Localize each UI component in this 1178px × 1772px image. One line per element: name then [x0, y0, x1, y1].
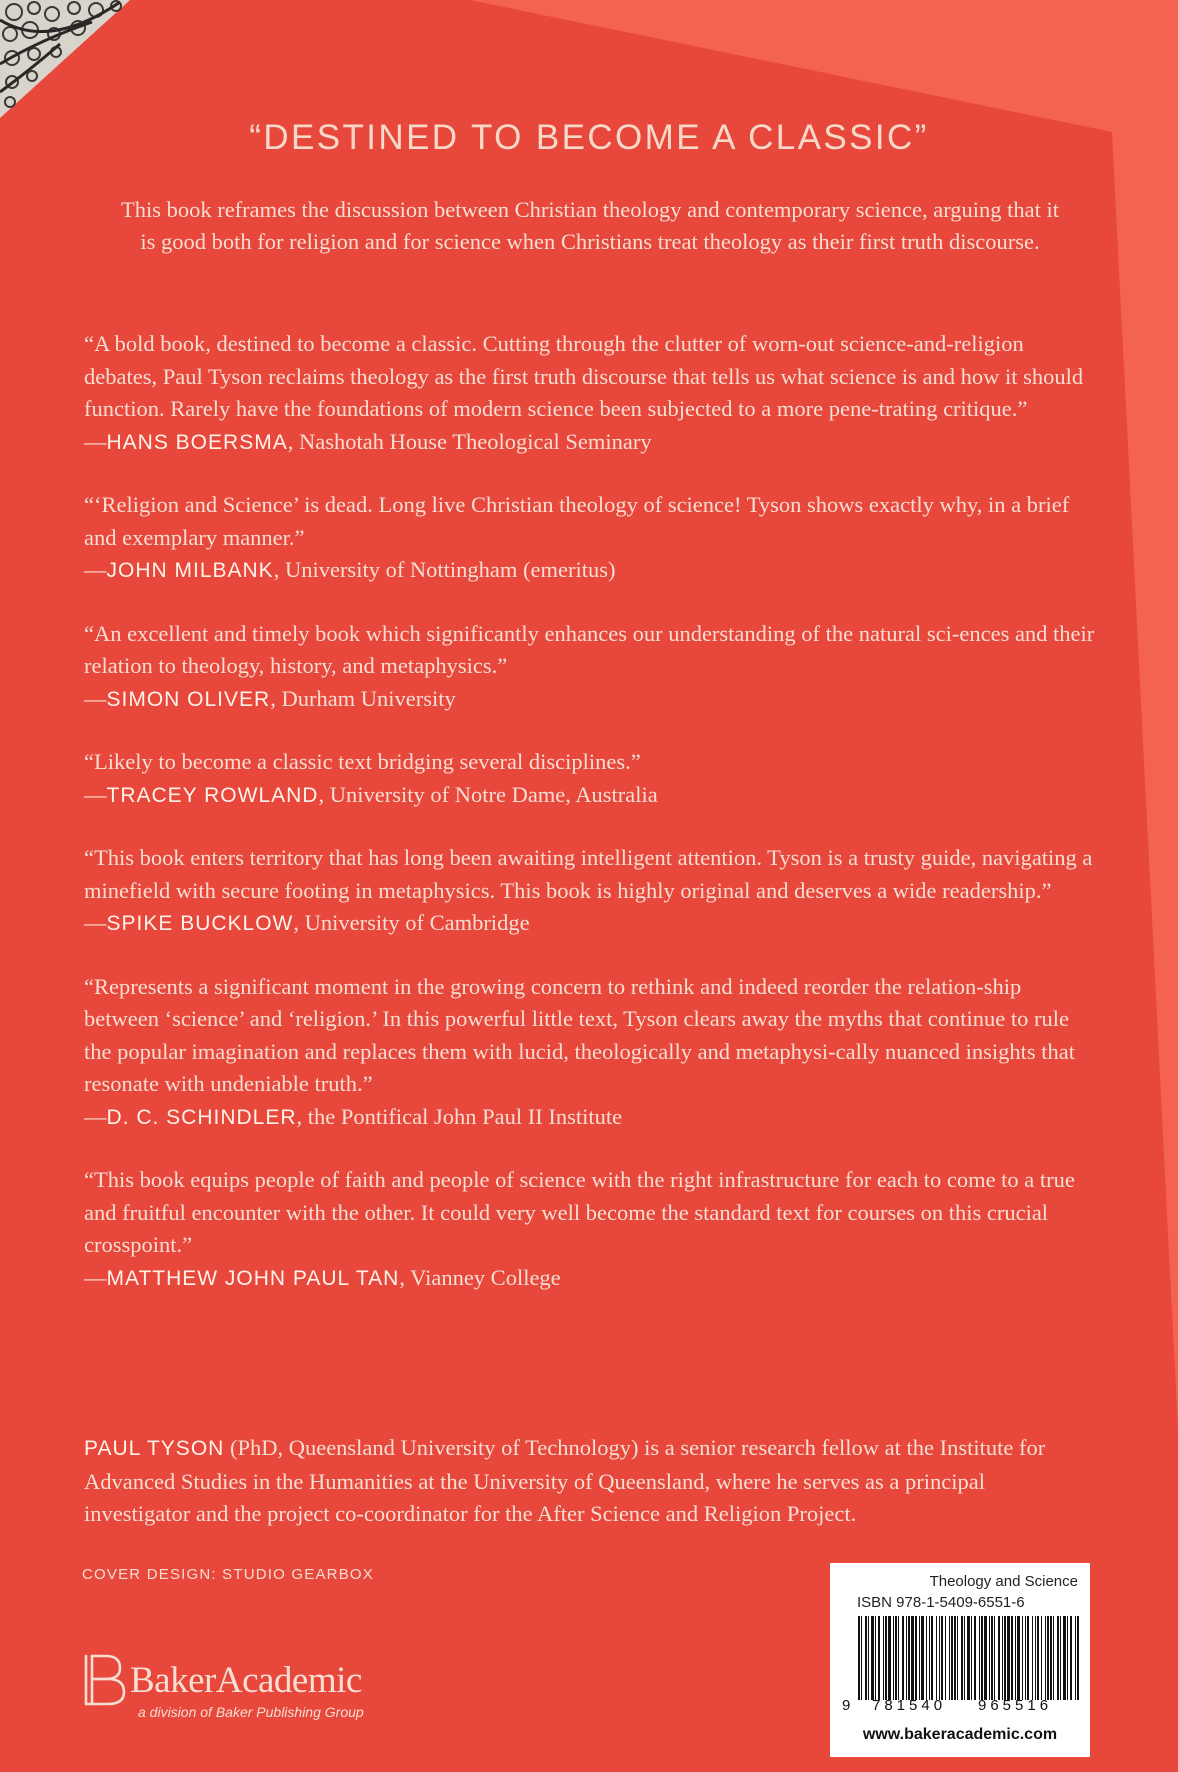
- barcode-bar: [875, 1616, 876, 1700]
- endorsement-quote: “‘Religion and Science’ is dead. Long live Christian theology of science! Tyson shows exactly why, in a brief and exemplary manner.”: [84, 492, 1070, 550]
- barcode-bar: [871, 1616, 874, 1700]
- barcode-bar: [1050, 1616, 1052, 1700]
- attribution-dash: —: [84, 910, 107, 935]
- barcode-bar: [1011, 1616, 1013, 1700]
- barcode-label: [830, 1563, 1090, 1757]
- barcode-bar: [974, 1616, 976, 1700]
- barcode-bar: [936, 1616, 937, 1700]
- barcode-bar: [967, 1616, 970, 1700]
- barcode-bar: [915, 1616, 917, 1700]
- endorser-affiliation: , Vianney College: [399, 1264, 561, 1290]
- barcode-bar: [957, 1616, 958, 1700]
- barcode-bar: [971, 1616, 972, 1700]
- endorsement-attribution: [84, 683, 1096, 717]
- barcode-bar: [908, 1616, 910, 1700]
- publisher-logo: [80, 1652, 364, 1720]
- barcode-bar: [1004, 1616, 1006, 1700]
- barcode-bar: [898, 1616, 899, 1700]
- endorsement-quote: “This book enters territory that has long been awaiting intelligent attention. Tyson is a trusty guide, navigating a minefield with secure footing in metaphysics. This book is highly original and deserves a wide readership.”: [84, 845, 1093, 903]
- barcode-bar: [1022, 1616, 1023, 1700]
- endorser-affiliation: , University of Notre Dame, Australia: [318, 781, 658, 807]
- cover-design-credit: COVER DESIGN: STUDIO GEARBOX: [82, 1566, 374, 1583]
- barcode-bar: [1053, 1616, 1054, 1700]
- barcode-bar: [1035, 1616, 1036, 1700]
- author-name: PAUL TYSON: [84, 1437, 225, 1460]
- barcode-bar: [1032, 1616, 1033, 1700]
- endorsement: [84, 489, 1096, 588]
- barcode-bar: [1075, 1616, 1076, 1700]
- attribution-dash: —: [84, 685, 107, 711]
- barcode-bar: [1017, 1616, 1020, 1700]
- barcode-bar: [981, 1616, 983, 1700]
- endorsement: [84, 1164, 1096, 1295]
- endorsement-quote: “This book equips people of faith and people of science with the right infrastructure for each to come to a true and fruitful encounter with the other. It could very well become the standard text for courses on this crucial crosspoint.”: [84, 1167, 1075, 1257]
- barcode-bar: [893, 1616, 894, 1700]
- headline: “DESTINED TO BECOME A CLASSIC”: [249, 118, 929, 157]
- barcode-bar: [931, 1616, 933, 1700]
- endorsement-attribution: [84, 554, 1096, 588]
- endorsement-attribution: [84, 1262, 1096, 1296]
- barcode-bar: [868, 1616, 869, 1700]
- barcode-bar: [941, 1616, 943, 1700]
- attribution-dash: —: [84, 781, 107, 807]
- barcode-bar: [939, 1616, 940, 1700]
- isbn-number: ISBN 978-1-5409-6551-6: [857, 1594, 1025, 1611]
- barcode-bar: [883, 1616, 884, 1700]
- publisher-website: www.bakeracademic.com: [862, 1726, 1058, 1743]
- barcode-bar: [885, 1616, 887, 1700]
- barcode-bar: [994, 1616, 995, 1700]
- barcode-bar: [1077, 1616, 1079, 1700]
- barcode-bar: [1067, 1616, 1068, 1700]
- baker-b-logo-icon: [80, 1652, 126, 1708]
- author-bio: [84, 1432, 1096, 1531]
- endorser-affiliation: , the Pontifical John Paul II Institute: [296, 1103, 623, 1129]
- endorser-name: SPIKE BUCKLOW: [106, 912, 294, 935]
- barcode-digit-group-left: 781540: [872, 1697, 947, 1714]
- barcode-bar: [1002, 1616, 1003, 1700]
- barcode-bar: [991, 1616, 993, 1700]
- barcode-bar: [951, 1616, 953, 1700]
- barcode-bar: [1037, 1616, 1039, 1700]
- barcode-bar: [984, 1616, 987, 1700]
- endorser-name: D. C. SCHINDLER: [106, 1105, 297, 1129]
- barcode-bar: [865, 1616, 867, 1700]
- barcode-bar: [1063, 1616, 1066, 1700]
- publisher-name: BakerAcademic: [130, 1659, 362, 1701]
- endorsement: [84, 746, 1096, 812]
- barcode-bar: [998, 1616, 1000, 1700]
- endorsement-attribution: [84, 426, 1096, 460]
- barcode-bar: [1025, 1616, 1026, 1700]
- barcode-bar: [858, 1616, 860, 1700]
- publisher-tagline: a division of Baker Publishing Group: [138, 1704, 364, 1720]
- barcode-category: Theology and Science: [929, 1573, 1078, 1590]
- endorsement-attribution: [84, 779, 1096, 813]
- engraving-corner-image: [0, 0, 130, 130]
- barcode-bar: [926, 1616, 927, 1700]
- endorsement: [84, 618, 1096, 717]
- barcode-bar: [906, 1616, 907, 1700]
- barcode-bar: [929, 1616, 930, 1700]
- endorser-name: HANS BOERSMA: [106, 430, 288, 454]
- barcode-bar: [954, 1616, 956, 1700]
- barcode-bar: [989, 1616, 990, 1700]
- barcode-bar: [895, 1616, 897, 1700]
- barcode-digit-lead: 9: [842, 1697, 851, 1714]
- barcode-digits: [842, 1697, 1082, 1719]
- barcode-bar: [1047, 1616, 1049, 1700]
- endorsement-quote: “An excellent and timely book which significantly enhances our understanding of the natural sci-ences and their relation to theology, history, and metaphysics.”: [84, 620, 1095, 678]
- barcode-bar: [961, 1616, 963, 1700]
- barcode-bar: [945, 1616, 946, 1700]
- intro-text: This book reframes the discussion between Christian theology and contemporary science, arguing that it is good both for religion and for science when Christians treat theology as their first truth discourse.: [120, 197, 1060, 254]
- endorsement: [84, 842, 1096, 941]
- barcode-bar: [964, 1616, 965, 1700]
- endorsement-quote: “Likely to become a classic text bridging several disciplines.”: [84, 749, 641, 774]
- author-bio-text: (PhD, Queensland University of Technology) is a senior research fellow at the Institute for Advanced Studies in the Humanities at the University of Queensland, where he serves as a principal investigator and the project co-coordinator for the After Science and Religion Project.: [84, 1435, 1046, 1526]
- barcode-bar: [919, 1616, 920, 1700]
- attribution-dash: —: [84, 557, 107, 582]
- endorsement: [84, 971, 1096, 1135]
- barcode-bar: [979, 1616, 980, 1700]
- barcode-bar: [1027, 1616, 1029, 1700]
- barcode-digit-group-right: 965516: [978, 1697, 1053, 1714]
- endorsements: [84, 328, 1096, 1325]
- endorser-name: TRACEY ROWLAND: [106, 783, 319, 807]
- barcode-bar: [1045, 1616, 1046, 1700]
- endorser-name: SIMON OLIVER: [106, 687, 271, 711]
- endorsement-quote: “A bold book, destined to become a classic. Cutting through the clutter of worn-out science-and-religion debates, Paul Tyson reclaims theology as the first truth discourse that tells us what science is and how it should function. Rarely have the foundations of modern science been subjected to a more pene-trating critique.”: [84, 331, 1084, 421]
- attribution-dash: —: [84, 1264, 107, 1290]
- endorser-name: MATTHEW JOHN PAUL TAN: [106, 1266, 400, 1290]
- barcode-bars: [858, 1616, 1080, 1700]
- barcode-bar: [1057, 1616, 1059, 1700]
- attribution-dash: —: [84, 1103, 107, 1129]
- barcode-bar: [902, 1616, 904, 1700]
- barcode-bar: [1060, 1616, 1061, 1700]
- endorser-affiliation: , Nashotah House Theological Seminary: [287, 428, 652, 454]
- publisher-row: [80, 1652, 364, 1708]
- barcode-bar: [911, 1616, 914, 1700]
- endorser-affiliation: , University of Cambridge: [293, 910, 530, 935]
- endorsement-attribution: [84, 907, 1096, 941]
- barcode-bar: [1070, 1616, 1072, 1700]
- endorsement: [84, 328, 1096, 459]
- endorsement-attribution: [84, 1101, 1096, 1135]
- endorsement-quote: “Represents a significant moment in the growing concern to rethink and indeed reorder the relation-ship between ‘science’ and ‘religion.’ In this powerful little text, Tyson clears away the myths that continue to rule the popular imagination and replaces them with lucid, theologically and metaphysi-cally nuanced insights that resonate with undeniable truth.”: [84, 973, 1075, 1096]
- barcode-bar: [1007, 1616, 1010, 1700]
- endorser-affiliation: , University of Nottingham (emeritus): [273, 557, 616, 582]
- barcode-bar: [949, 1616, 950, 1700]
- endorser-affiliation: , Durham University: [270, 685, 456, 711]
- barcode-bar: [878, 1616, 880, 1700]
- barcode-bar: [888, 1616, 891, 1700]
- barcode-bar: [1041, 1616, 1042, 1700]
- endorser-name: JOHN MILBANK: [106, 559, 274, 582]
- barcode-bar: [861, 1616, 862, 1700]
- barcode-bar: [921, 1616, 924, 1700]
- barcode-bar: [1015, 1616, 1016, 1700]
- attribution-dash: —: [84, 428, 107, 454]
